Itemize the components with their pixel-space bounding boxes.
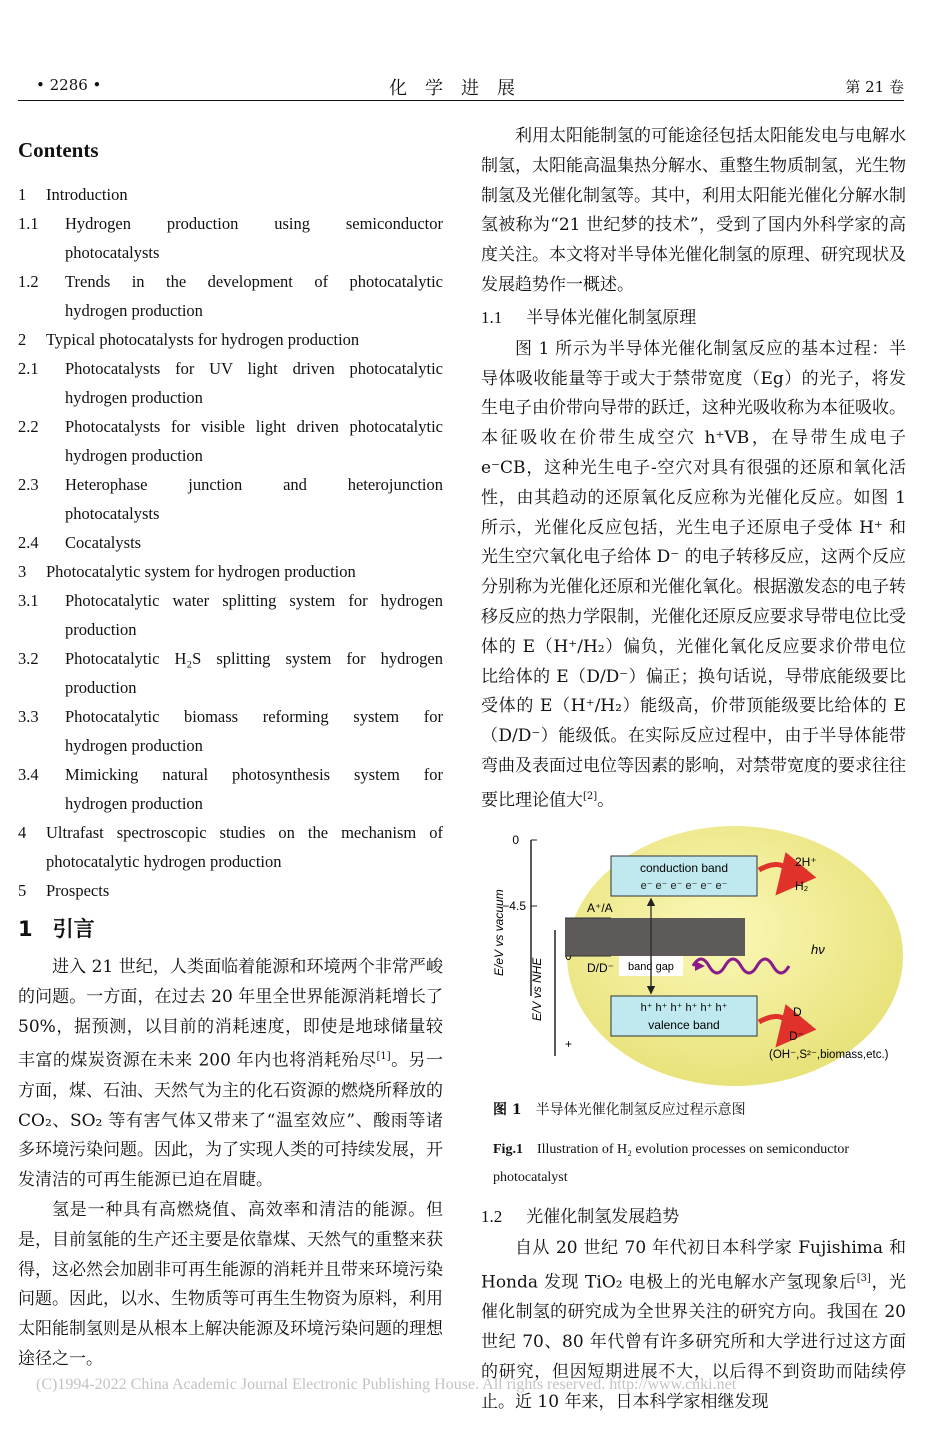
toc-item [18, 702, 443, 760]
toc-text-continued: production [65, 678, 137, 697]
section-heading-introduction [18, 913, 443, 943]
toc-item [18, 760, 443, 818]
subsection-heading-1-1 [481, 303, 906, 333]
toc-text: Photocatalytic system for hydrogen production [46, 562, 356, 581]
toc-number: 3.2 [18, 649, 39, 668]
donor-oxidized-label: D [793, 1005, 802, 1020]
toc-number: 3.4 [18, 765, 39, 784]
journal-title: 化学进展 [389, 78, 533, 99]
band-gap-region [565, 918, 745, 956]
toc-item [18, 528, 443, 557]
subsection-title: 半导体光催化制氢原理 [526, 307, 697, 328]
band-gap-label: band gap [628, 961, 674, 974]
toc-text: Photocatalytic biomass reforming system for [65, 707, 443, 726]
toc-text-continued: photocatalysts [65, 243, 160, 262]
caption-text-en: Illustration of H₂ evolution processes on semiconductor photocatalyst [493, 1142, 849, 1186]
figure-band-diagram [483, 826, 903, 1086]
citation: [2] [583, 790, 598, 802]
citation: [3] [856, 1272, 871, 1284]
toc-text: Typical photocatalysts for hydrogen production [46, 330, 360, 349]
paragraph: 图 1 所示为半导体光催化制氢反应的基本过程：半导体吸收能量等于或大于禁带宽度（Eg）的光子，将发生电子由价带向导带的跃迁，这种光吸收称为本征吸收。本征吸收在价带生成空穴 h⁺VB，在导带生成电子 e⁻CB，这种光生电子-空穴对具有很强的还原和氧化活性，由其趋动的还原氧化反应称为光催化反应。如图 1 所示，光催化反应包括，光生电子还原电子受体 H⁺ 和光生空穴氧化电子给体 D⁻ 的电子转移反应，这两个反应分别称为光催化还原和光催化氧化。根据激发态的电子转移反应的热力学限制，光催化还原反应要求导带电位比受体的 E（H⁺/H₂）偏负，光催化氧化反应要求价带电位比给体的 E（D/D⁻）偏正；换句话说，导带底能级要比受体的 E（H⁺/H₂）能级高，价带顶能级要比给体的 E（D/D⁻）能级低。在实际反应过程中，由于半导体能带弯曲及表面过电位等因素的影响，对禁带宽度的要求往往要比理论值大[2]。 [481, 338, 906, 811]
paragraph: 利用太阳能制氢的可能途径包括太阳能发电与电解水制氢，太阳能高温集热分解水、重整生物质制氢，光生物制氢及光催化制氢等。其中，利用太阳能光催化分解水制氢被称为“21 世纪梦的技术”，受到了国内外科学家的高度关注。本文将对半导体光催化制氢的原理、研究现状及发展趋势作一概述。 [481, 126, 906, 295]
caption-label-cn: 图 1 [493, 1102, 522, 1119]
hydrogen-label: H₂ [795, 879, 809, 894]
toc-text-continued: hydrogen production [65, 301, 203, 320]
toc-number: 1.2 [18, 272, 39, 291]
nhe-axis-label: E/V vs NHE [530, 957, 544, 1022]
band-diagram-svg [483, 826, 903, 1088]
figure-caption-en [493, 1136, 906, 1192]
toc-number: 3.1 [18, 591, 39, 610]
paragraph: 氢是一种具有高燃烧值、高效率和清洁的能源。但是，目前氢能的生产还主要是依靠煤、天然气的重整来获得，这必然会加剧非可再生能源的消耗并且带来环境污染问题。因此，以水、生物质等可再生生物资为原料，利用太阳能制氢则是从根本上解决能源及环境污染问题的理想途径之一。 [18, 1200, 443, 1370]
subsection-number: 1.1 [481, 307, 503, 327]
toc-item [18, 267, 443, 325]
volume-label: 第 21 卷 [845, 78, 904, 96]
toc-number: 2.3 [18, 475, 39, 494]
toc-text: Cocatalysts [65, 533, 142, 552]
page-header [18, 70, 904, 101]
toc-number: 2.4 [18, 533, 39, 552]
donor-potential-label: D/D⁻ [587, 961, 614, 976]
copyright-watermark: (C)1994-2022 China Academic Journal Electronic Publishing House. All rights reserved. http://www.cnki.net [36, 1376, 737, 1393]
vacuum-axis-label: E/eV vs vacuum [492, 889, 506, 977]
toc-text-continued: hydrogen production [65, 388, 203, 407]
toc-text: Photocatalysts for UV light driven photocatalytic [65, 359, 443, 378]
toc-number: 2 [18, 330, 27, 349]
electrons-label: e⁻ e⁻ e⁻ e⁻ e⁻ e⁻ [640, 880, 728, 893]
toc-text-continued: hydrogen production [65, 794, 203, 813]
figure-caption-cn [493, 1096, 906, 1124]
subsection-title: 光催化制氢发展趋势 [526, 1207, 680, 1228]
toc-item [18, 644, 443, 702]
holes-label: h⁺ h⁺ h⁺ h⁺ h⁺ h⁺ [640, 1002, 728, 1015]
toc-item [18, 209, 443, 267]
tick-0-vacuum: 0 [512, 833, 519, 848]
valence-band-label: valence band [648, 1018, 720, 1033]
contents-title: Contents [18, 138, 99, 162]
subsection-heading-1-2 [481, 1202, 906, 1232]
toc-text-continued: hydrogen production [65, 446, 203, 465]
toc-item [18, 180, 443, 209]
toc-number: 1 [18, 185, 27, 204]
acceptor-potential-label: A⁺/A [587, 901, 613, 916]
conduction-band-label: conduction band [639, 861, 729, 876]
toc-item [18, 557, 443, 586]
citation: [1] [376, 1051, 391, 1063]
caption-label-en: Fig.1 [493, 1142, 523, 1158]
toc-text-continued: production [65, 620, 137, 639]
toc-text: Mimicking natural photosynthesis system for [65, 765, 443, 784]
toc-number: 3 [18, 562, 27, 581]
toc-number: 2.1 [18, 359, 39, 378]
table-of-contents [18, 180, 443, 905]
tick-minus-4-5: −4.5 [502, 899, 526, 914]
donor-examples-label: (OH⁻,S²⁻,biomass,etc.) [769, 1049, 889, 1062]
toc-text-continued: hydrogen production [65, 736, 203, 755]
toc-item [18, 818, 443, 876]
toc-item [18, 412, 443, 470]
paragraph: 进入 21 世纪，人类面临着能源和环境两个非常严峻的问题。一方面，在过去 20 年里全世界能源消耗增长了 50%，据预测，以目前的消耗速度，即使是地球储量较丰富的煤炭资源在未来 200 年内也将消耗殆尽[1]。另一方面，煤、石油、天然气为主的化石资源的燃烧所释放的 CO₂、SO₂ 等有害气体又带来了“温室效应”、酸雨等诸多环境污染问题。因此，为了实现人类的可持续发展，开发清洁的可再生能源已迫在眉睫。 [18, 957, 444, 1191]
toc-item [18, 876, 443, 905]
toc-text: Photocatalytic water splitting system for hydrogen [65, 591, 443, 610]
toc-text: Photocatalysts for visible light driven photocatalytic [65, 417, 443, 436]
toc-text: Trends in the development of photocatalytic [65, 272, 443, 291]
toc-number: 2.2 [18, 417, 39, 436]
toc-number: 3.3 [18, 707, 39, 726]
toc-text-continued: photocatalysts [65, 504, 160, 523]
page-number: • 2286 • [36, 76, 102, 94]
toc-number: 4 [18, 823, 27, 842]
tick-plus: + [565, 1037, 573, 1052]
caption-text-cn: 半导体光催化制氢反应过程示意图 [535, 1102, 746, 1119]
toc-text: Introduction [46, 185, 128, 204]
section-number: 1 [18, 917, 33, 941]
proton-label: 2H⁺ [795, 855, 817, 870]
toc-item [18, 354, 443, 412]
toc-item [18, 586, 443, 644]
toc-text: Ultrafast spectroscopic studies on the mechanism of [46, 823, 443, 842]
section-title: 引言 [52, 917, 95, 941]
left-column [18, 138, 443, 1375]
toc-text-continued: photocatalytic hydrogen production [46, 852, 282, 871]
toc-text: Hydrogen production using semiconductor [65, 214, 443, 233]
donor-reduced-label: D⁻ [789, 1029, 804, 1044]
toc-text: Photocatalytic H₂S splitting system for hydrogen [65, 649, 443, 668]
toc-number: 1.1 [18, 214, 39, 233]
subsection-number: 1.2 [481, 1207, 503, 1227]
toc-text: Heterophase junction and heterojunction [65, 475, 443, 494]
toc-text: Prospects [46, 881, 110, 900]
toc-item [18, 325, 443, 354]
paragraph: 自从 20 世纪 70 年代初日本科学家 Fujishima 和 Honda 发现 TiO₂ 电极上的光电解水产氢现象后[3]，光催化制氢的研究成为全世界关注的研究方向。我国在 20 世纪 70、80 年代曾有许多研究所和大学进行过这方面的研究，但因短期进展不大，以后得不到资助而陆续停止。近 10 年来，日本科学家相继发现 [481, 1238, 907, 1412]
toc-item [18, 470, 443, 528]
toc-number: 5 [18, 881, 27, 900]
photon-label: hν [811, 942, 825, 958]
right-column [481, 122, 906, 1418]
